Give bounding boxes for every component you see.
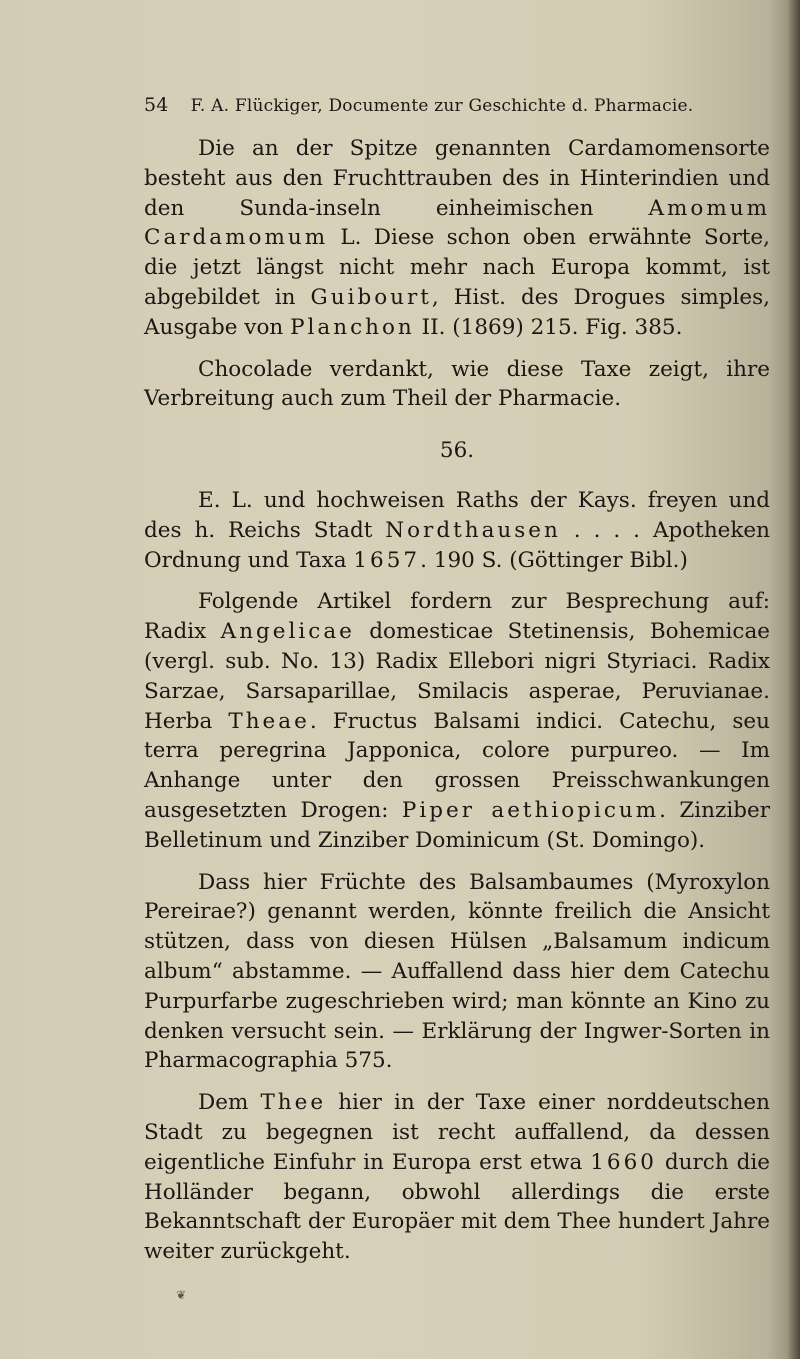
text-run: E. L. und hochweisen Raths der Kays. freyen und des h. Reichs Stadt [144, 487, 770, 543]
spaced-term: 1657 [353, 547, 421, 573]
spaced-term: Nordthausen [385, 517, 561, 543]
spaced-term: Piper aethiopicum [401, 797, 660, 823]
text-run: . Fructus Balsami indici. Catechu, seu terra peregrina Japponica, colore purpureo. — Im Anhange unter den grossen Preisschwankungen ausgesetzten Drogen: [144, 708, 770, 823]
page-number: 54 [144, 94, 169, 116]
paragraph-artikel [144, 587, 770, 855]
footer-ornament: ❦ [176, 1288, 187, 1302]
text-run: Folgende Artikel fordern zur Besprechung auf: Radix [144, 589, 770, 645]
text-run: durch die Holländer begann, obwohl allerdings die erste Bekanntschaft der Europäer mit dem Thee hundert Jahre weiter zurückgeht. [144, 1149, 770, 1265]
spaced-term: Amomum Cardamomum [144, 195, 770, 251]
text-run: hier in der Taxe einer norddeutschen Stadt zu begegnen ist recht auffallend, da dessen eigentliche Einfuhr in Europa erst etwa [144, 1090, 770, 1175]
text-run: . 190 S. (Göttinger Bibl.) [420, 547, 688, 573]
text-run: L. Diese schon oben erwähnte Sorte, die jetzt längst nicht mehr nach Europa kommt, ist abgebildet in [144, 225, 770, 310]
text-run: domesticae Stetinensis, Bohemicae (vergl. sub. No. 13) Radix Ellebori nigri Styriaci. Radix Sarzae, Sarsaparillae, Smilacis asperae, Peruvianae. Herba [144, 619, 770, 734]
paragraph-cardamom [144, 134, 770, 343]
text-run: , Hist. des Drogues simples, Ausgabe von [144, 284, 770, 340]
text-run: II. (1869) 215. Fig. 385. [414, 314, 683, 340]
paragraph-balsam: Dass hier Früchte des Balsambaumes (Myroxylon Pereirae?) genannt werden, könnte freilich die Ansicht stützen, dass von diesen Hülsen „Balsamum indicum album“ abstamme. — Auffallend dass hier dem Catechu Purpurfarbe zugeschrieben wird; man könnte an Kino zu denken versucht sein. — Erklärung der Ingwer-Sorten in Pharmacographia 575. [144, 869, 770, 1074]
text-body [144, 134, 770, 1267]
text-run: . . . . Apotheken Ordnung und Taxa [144, 517, 770, 573]
paragraph-chocolade: Chocolade verdankt, wie diese Taxe zeigt, ihre Verbreitung auch zum Theil der Pharmacie. [144, 356, 770, 412]
running-header [144, 94, 724, 116]
spaced-term: 1660 [590, 1149, 657, 1175]
spaced-term: Angelicae [220, 619, 355, 645]
section-number: 56. [439, 438, 475, 464]
page-edge-shadow [786, 0, 800, 1359]
text-run: Die an der Spitze genannten Cardamomensorte besteht aus den Fruchttrauben des in Hinterindien und den Sunda-inseln einheimischen [144, 136, 770, 221]
running-title: F. A. Flückiger, Documente zur Geschichte d. Pharmacie. [190, 96, 694, 116]
paragraph-nordhausen [144, 486, 770, 575]
spaced-term: Guibourt [310, 284, 432, 310]
spaced-term: Planchon [290, 314, 415, 340]
paragraph-thee [144, 1088, 770, 1267]
spaced-term: Theae [228, 708, 310, 734]
text-run: Dem [198, 1090, 261, 1116]
spaced-term: Thee [260, 1090, 327, 1116]
text-run: . Zinziber Belletinum und Zinziber Dominicum (St. Domingo). [144, 797, 770, 853]
